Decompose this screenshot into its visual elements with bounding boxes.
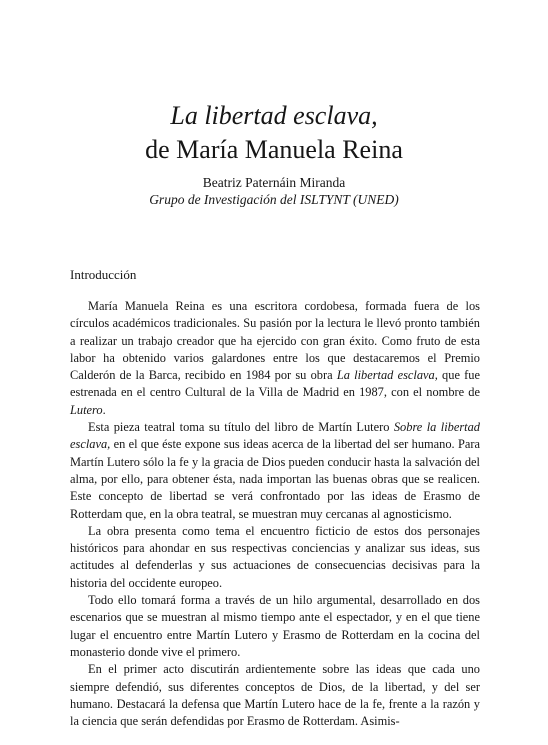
work-title-italic: Lutero xyxy=(70,402,103,417)
paragraph-1 xyxy=(70,298,480,419)
body-text xyxy=(70,298,480,730)
paragraph-2-part-c: en el que éste expone sus ideas acerca de la libertad del ser humano. Para Martín Lutero sólo la fe y la gracia de Dios pueden conducir hasta la salvación del alma, por ello, para obtener ésta, nada importan las buenas obras que se realicen. Este concepto de libertad se verá confrontado por las ideas de Erasmo de Rotterdam que, en la obra teatral, se muestran muy cercanas al agnosticismo. xyxy=(70,437,480,521)
author-affiliation: Grupo de Investigación del ISLTYNT (UNED) xyxy=(149,192,399,207)
paragraph-3: La obra presenta como tema el encuentro ficticio de estos dos personajes históricos para ahondar en sus respectivas conciencias y analizar sus ideas, sus actitudes al defenderlas y sus actuaciones de consecuencias decisivas para la historia del occidente europeo. xyxy=(70,523,480,590)
paragraph-1-part-a: María Manuela Reina es una escritora cordobesa, formada fuera de los círculos académicos tradicionales. Su pasión por la lectura le llevó pronto también a realizar un trabajo creador que ha ejercido con gran éxito. Como fruto de esta labor ha obtenido varios galardones entre los que destacaremos el Premio Calderón de la Barca, recibido en 1984 por su obra xyxy=(70,299,480,383)
work-title-italic: La libertad esclava, xyxy=(336,368,438,383)
author-name: Beatriz Paternáin Miranda xyxy=(202,175,346,190)
section-heading: Introducción xyxy=(70,267,137,282)
paragraph-2-part-a: Esta pieza teatral toma su título del libro de Martín Lutero xyxy=(88,420,394,435)
title-line-2: de María Manuela Reina xyxy=(145,135,403,164)
title-line-1: La libertad esclava, xyxy=(170,101,378,130)
paragraph-2 xyxy=(70,419,480,523)
paragraph-5: En el primer acto discutirán ardientemente sobre las ideas que cada uno siempre defendió, sus diferentes conceptos de Dios, de la libertad, y del ser humano. Destacará la defensa que Martín Lutero hace de la fe, frente a la razón y la ciencia que serán defendidas por Erasmo de Rotterdam. Asimis- xyxy=(70,662,480,729)
paragraph-1-part-c: que fue estrenada en el centro Cultural de la Villa de Madrid en 1987, con el nombre de xyxy=(70,368,480,400)
paragraph-1-part-e: . xyxy=(102,402,106,417)
work-title-italic: Sobre la libertad esclava, xyxy=(70,420,480,452)
paragraph-4: Todo ello tomará forma a través de un hilo argumental, desarrollado en dos escenarios que se muestran al mismo tiempo ante el espectador, y en el que tiene lugar el encuentro entre Martín Lutero y Erasmo de Rotterdam en la cocina del monasterio donde vive el primero. xyxy=(70,593,480,659)
